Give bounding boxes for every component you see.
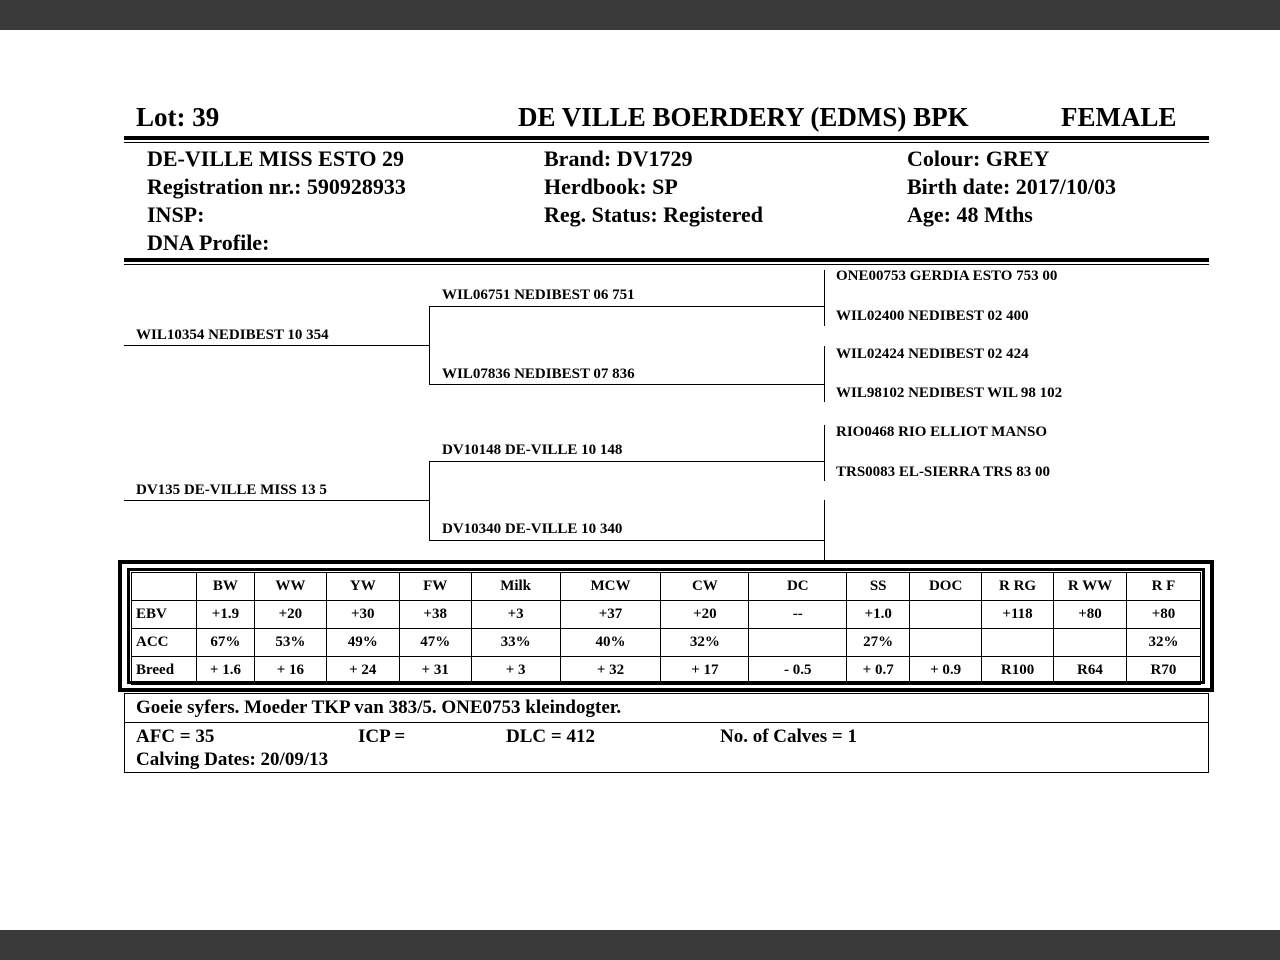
ebv-cell: + 1.6 bbox=[196, 657, 254, 685]
pedigree-ggp-3: WIL02424 NEDIBEST 02 424 bbox=[836, 346, 1029, 362]
ebv-cell: 67% bbox=[196, 629, 254, 657]
brand: Brand: DV1729 bbox=[544, 146, 693, 171]
ebv-header-cell: R WW bbox=[1054, 573, 1127, 601]
ebv-row-label: ACC bbox=[132, 629, 197, 657]
ebv-cell: +1.9 bbox=[196, 601, 254, 629]
pedigree-ggp-2: WIL02400 NEDIBEST 02 400 bbox=[836, 308, 1029, 324]
ebv-cell: +80 bbox=[1126, 601, 1200, 629]
icp-value: ICP = bbox=[358, 726, 406, 747]
ebv-cell: 32% bbox=[1126, 629, 1200, 657]
top-dark-bar bbox=[0, 0, 1280, 30]
ebv-cell: - 0.5 bbox=[749, 657, 847, 685]
ebv-cell bbox=[910, 629, 982, 657]
ebv-cell: R100 bbox=[982, 657, 1054, 685]
lot-number: Lot: 39 bbox=[136, 102, 220, 132]
ebv-header-cell: SS bbox=[847, 573, 910, 601]
ebv-cell: +118 bbox=[982, 601, 1054, 629]
ggp-bracket-2 bbox=[824, 346, 825, 402]
animal-name: DE-VILLE MISS ESTO 29 bbox=[147, 146, 404, 171]
ebv-cell: +1.0 bbox=[847, 601, 910, 629]
ebv-cell: + 24 bbox=[326, 657, 399, 685]
registration-status: Reg. Status: Registered bbox=[544, 202, 763, 227]
dlc-value: DLC = 412 bbox=[506, 726, 595, 747]
pedigree-ggp-4: WIL98102 NEDIBEST WIL 98 102 bbox=[836, 385, 1063, 401]
ebv-cell: + 3 bbox=[471, 657, 560, 685]
notes-box bbox=[124, 693, 1209, 773]
ebv-header-cell: DOC bbox=[910, 573, 982, 601]
ebv-table bbox=[131, 572, 1201, 685]
notes-comment: Goeie syfers. Moeder TKP van 383/5. ONE0753 kleindogter. bbox=[136, 697, 622, 718]
ebv-cell: +20 bbox=[254, 601, 326, 629]
ebv-header-row bbox=[132, 573, 1201, 601]
ebv-cell: + 16 bbox=[254, 657, 326, 685]
ebv-cell: +38 bbox=[399, 601, 471, 629]
info-rule bbox=[124, 258, 1209, 262]
calves-count: No. of Calves = 1 bbox=[720, 726, 857, 747]
ebv-header-cell: MCW bbox=[560, 573, 661, 601]
pedigree-sire-dam: WIL07836 NEDIBEST 07 836 bbox=[442, 366, 635, 382]
ebv-cell bbox=[749, 629, 847, 657]
colour: Colour: GREY bbox=[907, 146, 1050, 171]
calving-dates: Calving Dates: 20/09/13 bbox=[136, 749, 329, 770]
ebv-header-cell: CW bbox=[661, 573, 749, 601]
ebv-cell: 27% bbox=[847, 629, 910, 657]
bottom-dark-bar bbox=[0, 930, 1280, 960]
ebv-cell: + 17 bbox=[661, 657, 749, 685]
pedigree-ggp-5: RIO0468 RIO ELLIOT MANSO bbox=[836, 424, 1048, 440]
herdbook: Herdbook: SP bbox=[544, 174, 678, 199]
ebv-cell: 33% bbox=[471, 629, 560, 657]
ebv-header-cell: R F bbox=[1126, 573, 1200, 601]
ebv-header-cell: FW bbox=[399, 573, 471, 601]
birth-date: Birth date: 2017/10/03 bbox=[907, 174, 1116, 199]
ggp-bracket-4 bbox=[824, 500, 825, 560]
info-rule-thin bbox=[124, 264, 1209, 265]
ebv-cell: 49% bbox=[326, 629, 399, 657]
sire-sire-line bbox=[429, 306, 825, 307]
sex-label: FEMALE bbox=[1061, 102, 1177, 132]
ebv-cell: R70 bbox=[1126, 657, 1200, 685]
registration-number: Registration nr.: 590928933 bbox=[147, 174, 406, 199]
ebv-header-cell: R RG bbox=[982, 573, 1054, 601]
ebv-cell: R64 bbox=[1054, 657, 1127, 685]
ebv-row-acc bbox=[132, 629, 1201, 657]
dam-sire-line bbox=[429, 461, 825, 462]
header-rule-thin bbox=[124, 142, 1209, 143]
notes-separator bbox=[125, 722, 1208, 723]
sire-bracket bbox=[429, 306, 430, 385]
dam-dam-line bbox=[429, 540, 825, 541]
insp-label: INSP: bbox=[147, 202, 205, 227]
ebv-cell: -- bbox=[749, 601, 847, 629]
pedigree-ggp-1: ONE00753 GERDIA ESTO 753 00 bbox=[836, 268, 1058, 284]
ebv-header-cell: DC bbox=[749, 573, 847, 601]
ebv-cell: 53% bbox=[254, 629, 326, 657]
ebv-header-cell bbox=[132, 573, 197, 601]
ebv-row-ebv bbox=[132, 601, 1201, 629]
ebv-cell: 47% bbox=[399, 629, 471, 657]
pedigree-ggp-6: TRS0083 EL-SIERRA TRS 83 00 bbox=[836, 464, 1050, 480]
ebv-cell: +30 bbox=[326, 601, 399, 629]
sire-dam-line bbox=[429, 384, 825, 385]
ebv-cell: +80 bbox=[1054, 601, 1127, 629]
ebv-cell: + 0.9 bbox=[910, 657, 982, 685]
sire-line bbox=[124, 345, 430, 346]
ebv-row-label: Breed bbox=[132, 657, 197, 685]
breeder-name: DE VILLE BOERDERY (EDMS) BPK bbox=[518, 102, 969, 132]
pedigree-sire: WIL10354 NEDIBEST 10 354 bbox=[136, 327, 329, 343]
ebv-header-cell: WW bbox=[254, 573, 326, 601]
dam-line bbox=[124, 500, 430, 501]
ebv-cell: + 31 bbox=[399, 657, 471, 685]
pedigree-sire-sire: WIL06751 NEDIBEST 06 751 bbox=[442, 287, 635, 303]
ebv-row-label: EBV bbox=[132, 601, 197, 629]
age: Age: 48 Mths bbox=[907, 202, 1033, 227]
ebv-header-cell: Milk bbox=[471, 573, 560, 601]
ebv-cell: +20 bbox=[661, 601, 749, 629]
pedigree-dam-sire: DV10148 DE-VILLE 10 148 bbox=[442, 442, 623, 458]
ebv-cell: 32% bbox=[661, 629, 749, 657]
dna-profile-label: DNA Profile: bbox=[147, 230, 270, 255]
ebv-header-cell: BW bbox=[196, 573, 254, 601]
ebv-cell: + 32 bbox=[560, 657, 661, 685]
ebv-cell bbox=[982, 629, 1054, 657]
ebv-row-breed bbox=[132, 657, 1201, 685]
ebv-header-cell: YW bbox=[326, 573, 399, 601]
ebv-cell: +3 bbox=[471, 601, 560, 629]
ebv-cell: + 0.7 bbox=[847, 657, 910, 685]
ebv-cell: 40% bbox=[560, 629, 661, 657]
ggp-bracket-3 bbox=[824, 425, 825, 481]
pedigree-dam-dam: DV10340 DE-VILLE 10 340 bbox=[442, 521, 623, 537]
ggp-bracket-1 bbox=[824, 270, 825, 326]
dam-bracket bbox=[429, 461, 430, 540]
afc-value: AFC = 35 bbox=[136, 726, 215, 747]
pedigree-dam: DV135 DE-VILLE MISS 13 5 bbox=[136, 482, 327, 498]
ebv-cell bbox=[1054, 629, 1127, 657]
ebv-cell bbox=[910, 601, 982, 629]
header-rule bbox=[124, 136, 1209, 140]
ebv-cell: +37 bbox=[560, 601, 661, 629]
